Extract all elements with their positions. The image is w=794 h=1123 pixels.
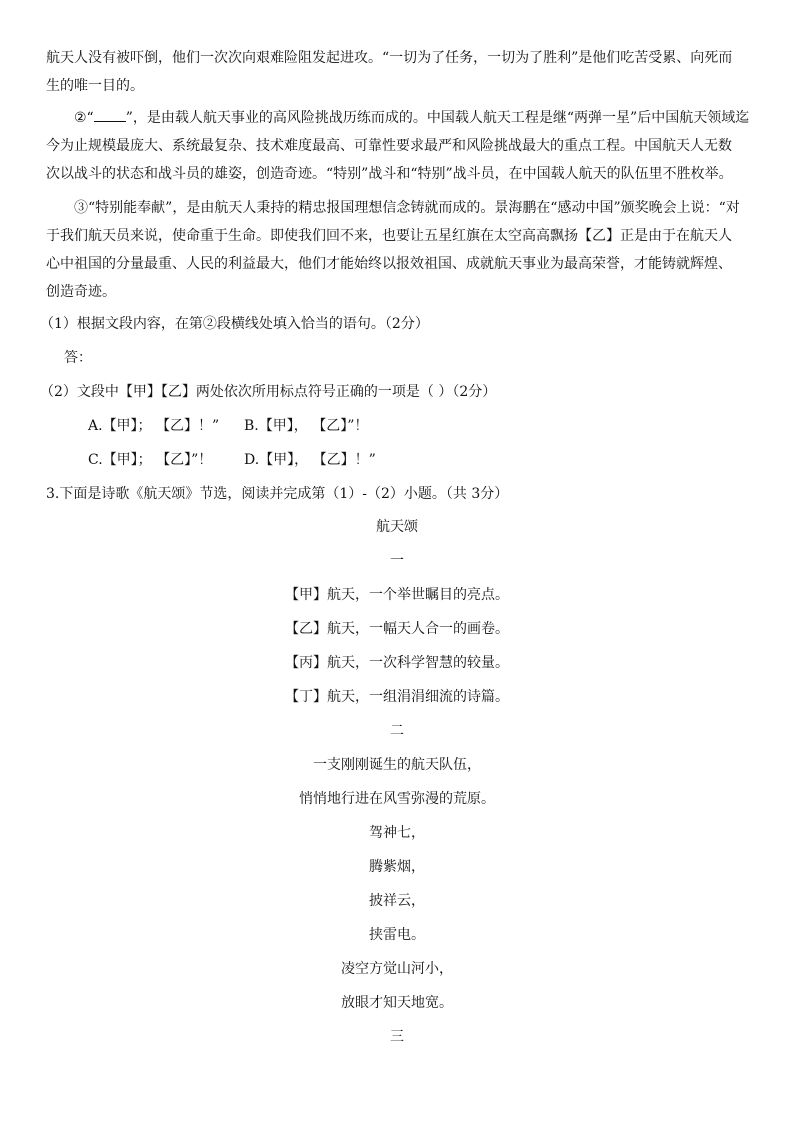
paragraph-2-prefix: ②“	[74, 110, 94, 126]
paragraph-3	[46, 194, 758, 306]
poem-title: 航天颂	[376, 519, 418, 535]
poem-line: 挟雷电。	[369, 927, 425, 943]
poem-section-3: 三	[390, 1029, 404, 1045]
paragraph-line: 创造奇迹。	[46, 284, 116, 300]
poem-line: 披祥云，	[369, 893, 425, 909]
paragraph-line: 今为止规模最庞大、系统最复杂、技术难度最高、可靠性要求最严和风险挑战最大的重点工程。中国航天人无数	[46, 138, 732, 154]
poem-line: 【乙】航天，一幅天人合一的画卷。	[285, 621, 509, 637]
question-1	[40, 310, 752, 338]
poem-line: 放眼才知天地宽。	[341, 995, 453, 1011]
option-a[interactable]: A.【甲】； 【乙】！”	[88, 418, 220, 434]
option-c[interactable]: C.【甲】； 【乙】”！	[88, 452, 213, 468]
paragraph-2-suffix: ”，是由载人航天事业的高风险挑战历练而成的。中国载人航天工程是继“两弹一星”后中国航天领域迄	[125, 110, 750, 126]
poem-section-2: 二	[390, 723, 404, 739]
poem-line: 【丙】航天，一次科学智慧的较量。	[285, 655, 509, 671]
poem-line: 一支刚刚诞生的航天队伍，	[313, 757, 481, 773]
paragraph-line: 航天人没有被吓倒，他们一次次向艰难险阻发起进攻。“一切为了任务，一切为了胜利”是他们吃苦受累、向死而	[46, 50, 733, 66]
option-d[interactable]: D.【甲】， 【乙】！”	[244, 452, 376, 468]
paragraph-line: 于我们航天员来说，使命重于生命。即使我们回不来，也要让五星红旗在太空高高飘扬【乙】正是由于在航天人	[46, 228, 732, 244]
poem-line: 悄悄地行进在风雪弥漫的荒原。	[299, 791, 495, 807]
fill-in-blank[interactable]	[94, 105, 126, 122]
question-2-text: （2）文段中【甲】【乙】两处依次所用标点符号正确的一项是（ ）（2分）	[40, 384, 497, 400]
question-3	[46, 480, 758, 508]
paragraph-1	[46, 44, 758, 100]
poem-line: 【甲】航天，一个举世瞩目的亮点。	[285, 587, 509, 603]
question-1-answer[interactable]	[64, 344, 776, 372]
question-3-text: 3.下面是诗歌《航天颂》节选，阅读并完成第（1）-（2）小题。（共 3分）	[46, 486, 509, 502]
poem-line: 驾神七，	[369, 825, 425, 841]
question-2	[40, 378, 752, 406]
question-1-text: （1）根据文段内容，在第②段横线处填入恰当的语句。（2分）	[40, 316, 429, 332]
paragraph-line: 次以战斗的状态和战斗员的雄姿，创造奇迹。“特别”战斗和“特别”战斗员，在中国载人航天的队伍里不胜枚举。	[46, 166, 733, 182]
paragraph-line: ③“特别能奉献”，是由航天人秉持的精忠报国理想信念铸就而成的。景海鹏在“感动中国”颁奖晚会上说：“对	[74, 200, 740, 216]
paragraph-line: 生的唯一目的。	[46, 78, 144, 94]
poem-line: 腾紫烟，	[369, 859, 425, 875]
answer-label: 答：	[64, 350, 92, 366]
poem-line: 凌空方觉山河小，	[341, 961, 453, 977]
poem-line: 【丁】航天，一组涓涓细流的诗篇。	[285, 689, 509, 705]
paragraph-line	[46, 104, 758, 132]
paragraph-line: 心中祖国的分量最重、人民的利益最大，他们才能始终以报效祖国、成就航天事业为最高荣誉，才能铸就辉煌、	[46, 256, 732, 272]
option-b[interactable]: B.【甲】， 【乙】”！	[244, 418, 369, 434]
poem-section-1: 一	[390, 553, 404, 569]
paragraph-2	[46, 104, 758, 188]
